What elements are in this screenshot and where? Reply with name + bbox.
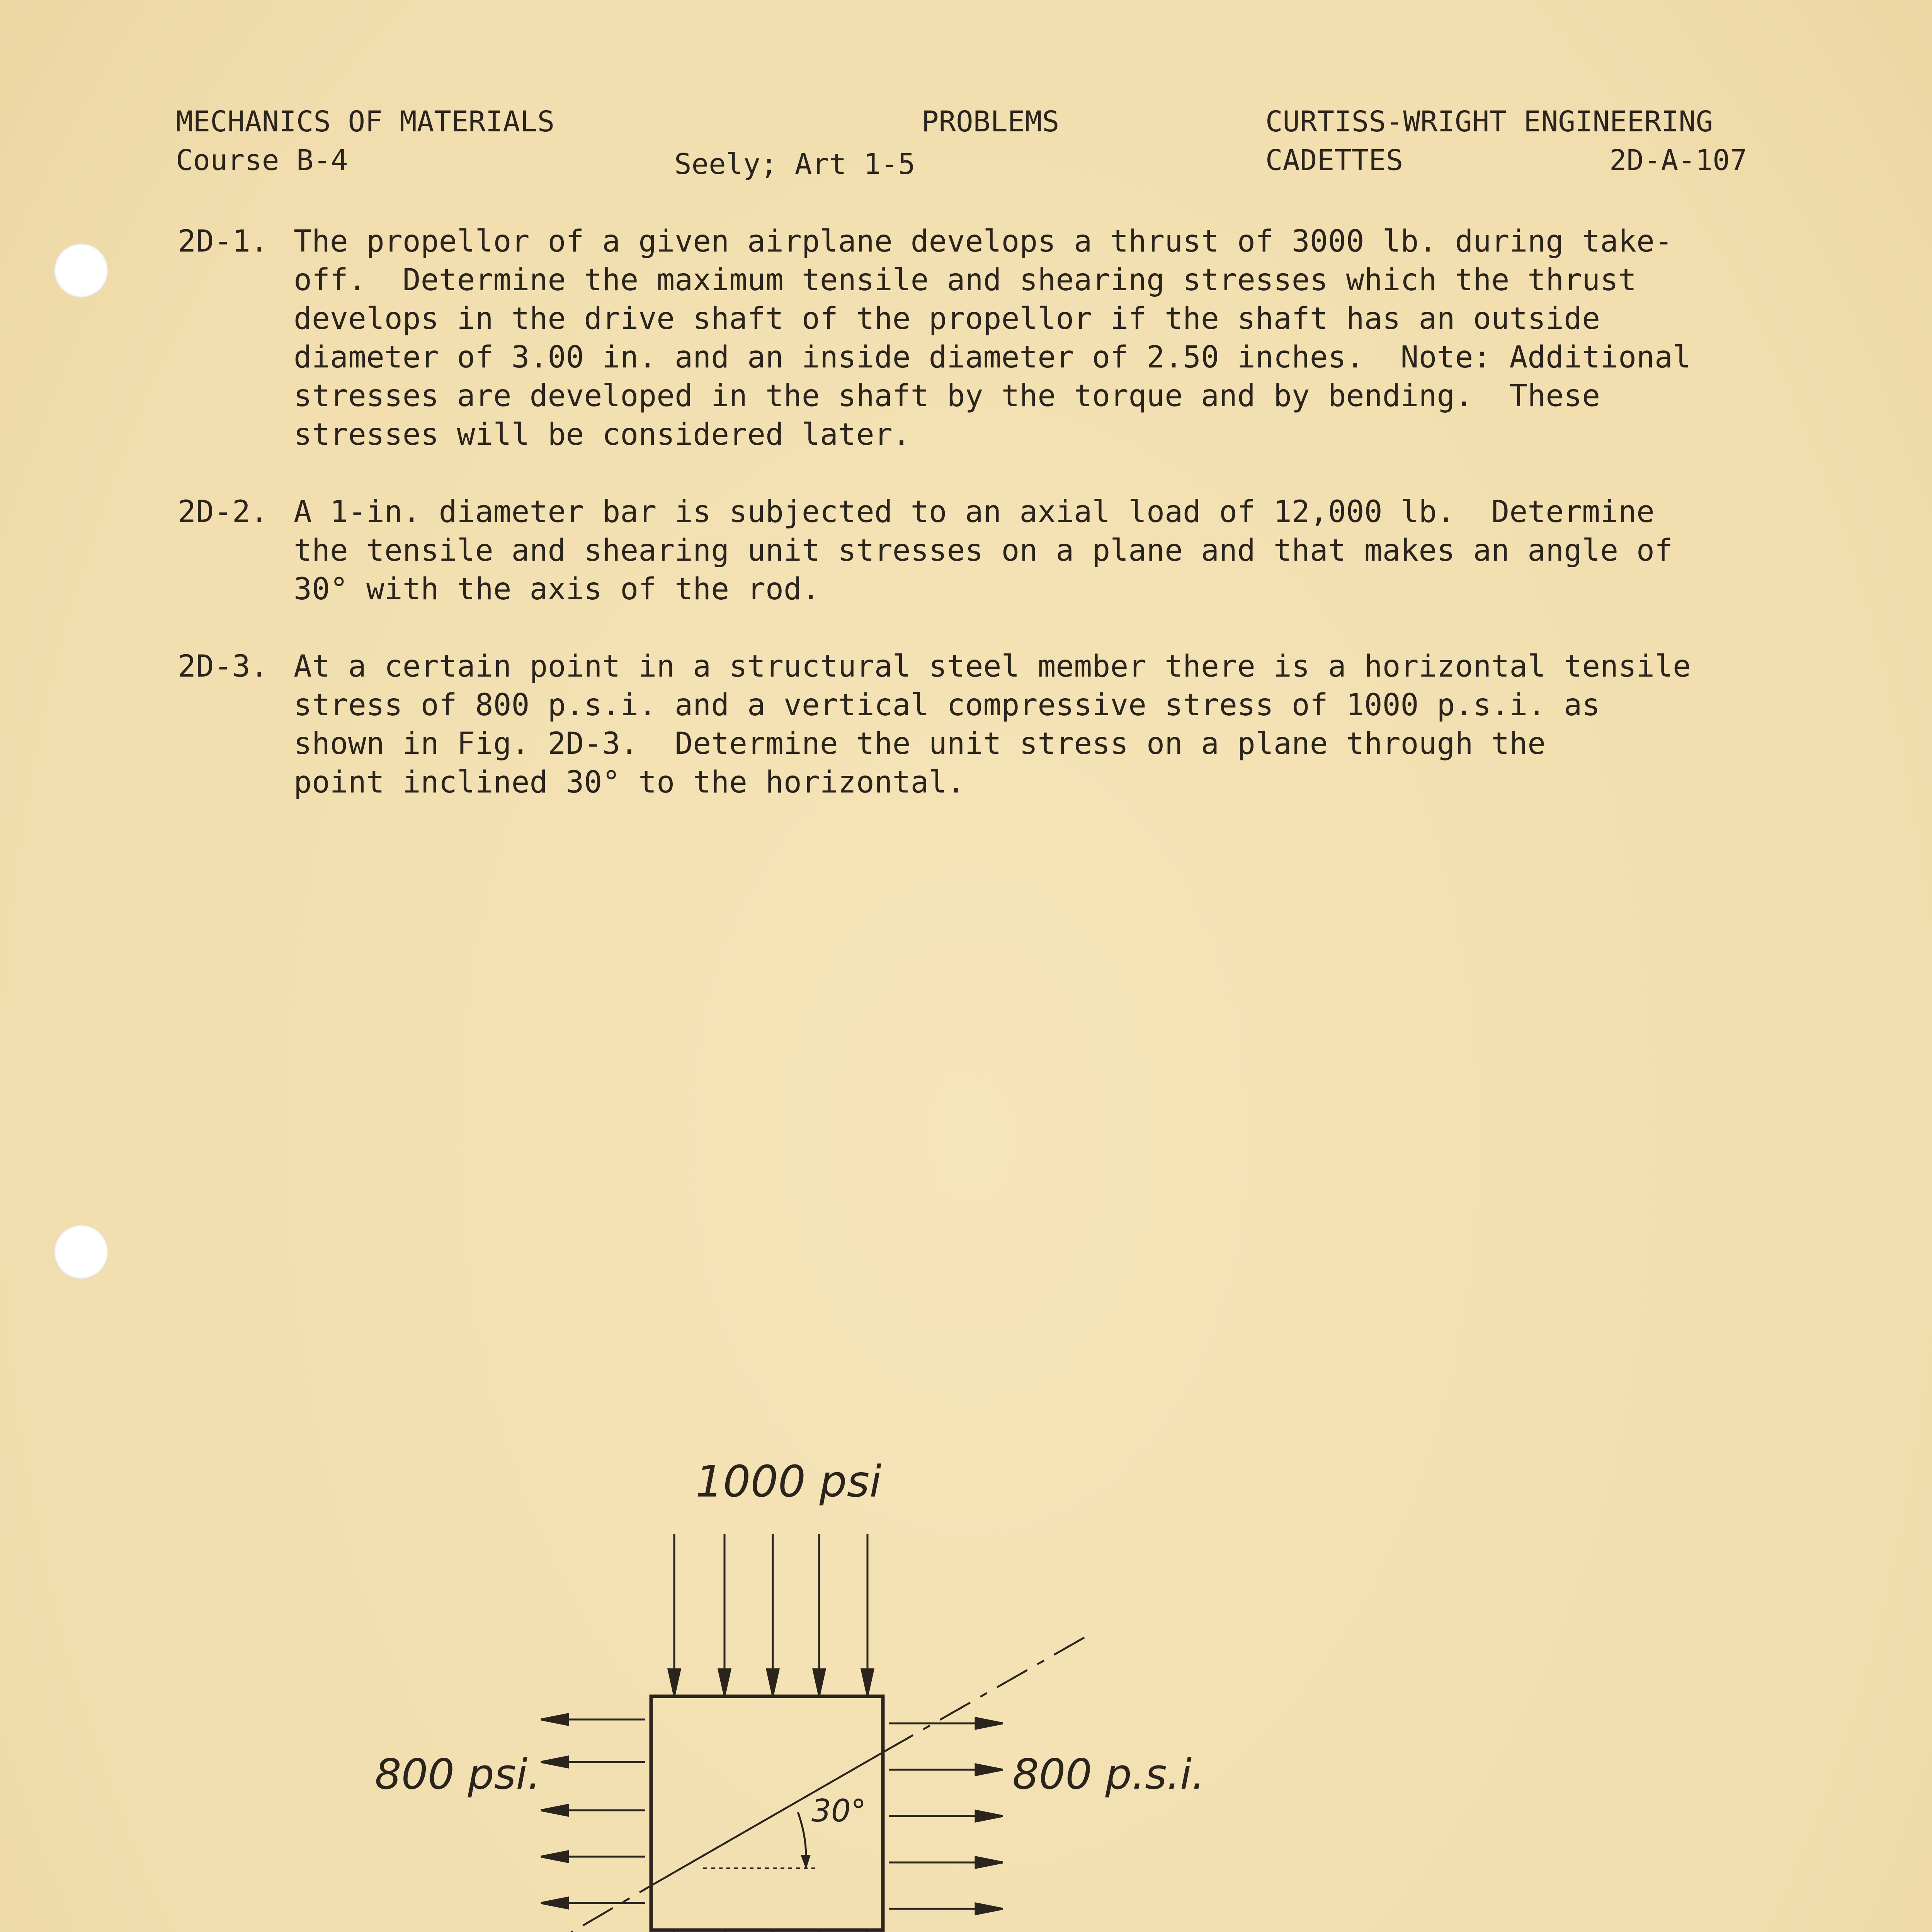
problem-text-line: off. Determine the maximum tensile and shearing stresses which the thrust: [294, 263, 1637, 298]
right-stress-label: 800 p.s.i.: [1012, 1750, 1205, 1799]
problem-text-line: A 1-in. diameter bar is subjected to an axial load of 12,000 lb. Determine: [294, 495, 1655, 529]
angle-arc-arrowhead: [801, 1855, 811, 1869]
problem-text-line: stresses will be considered later.: [294, 417, 911, 452]
problem-text-line: stress of 800 p.s.i. and a vertical compressive stress of 1000 p.s.i. as: [294, 688, 1600, 723]
header-document-id: 2D-A-107: [1609, 144, 1747, 177]
header-organization: CURTISS-WRIGHT ENGINEERING: [1265, 105, 1713, 138]
top-stress-label: 1000 psi: [696, 1457, 882, 1507]
header-course-title: MECHANICS OF MATERIALS: [176, 105, 555, 138]
inclined-plane-line: [469, 1634, 1090, 1932]
problem-text-line: the tensile and shearing unit stresses on a plane and that makes an angle of: [294, 533, 1673, 568]
left-tension-arrows: [541, 1714, 645, 1908]
right-tension-arrows: [889, 1718, 1003, 1914]
header-course-number: Course B-4: [176, 144, 348, 177]
problem-number: 2D-2.: [178, 495, 269, 529]
problem-text-line: The propellor of a given airplane develops a thrust of 3000 lb. during take-: [294, 224, 1673, 259]
problem-text-line: shown in Fig. 2D-3. Determine the unit stress on a plane through the: [294, 726, 1546, 761]
problem-number: 2D-1.: [178, 224, 269, 259]
header-cadettes: CADETTES: [1265, 144, 1403, 177]
problem-text-line: stresses are developed in the shaft by the torque and by bending. These: [294, 379, 1600, 413]
problem-text-line: 30° with the axis of the rod.: [294, 572, 820, 607]
problem-text-line: At a certain point in a structural steel member there is a horizontal tensile: [294, 649, 1691, 684]
problem-text-line: develops in the drive shaft of the propellor if the shaft has an outside: [294, 301, 1600, 336]
angle-label: 30°: [811, 1793, 866, 1829]
problem-text-line: point inclined 30° to the horizontal.: [294, 765, 965, 800]
problem-number: 2D-3.: [178, 649, 269, 684]
left-stress-label: 800 psi.: [375, 1750, 541, 1799]
problem-text-line: diameter of 3.00 in. and an inside diameter of 2.50 inches. Note: Additional: [294, 340, 1691, 375]
top-compression-arrows: [668, 1534, 873, 1696]
header-reference: Seely; Art 1-5: [674, 148, 915, 181]
header-section-title: PROBLEMS: [922, 105, 1060, 138]
